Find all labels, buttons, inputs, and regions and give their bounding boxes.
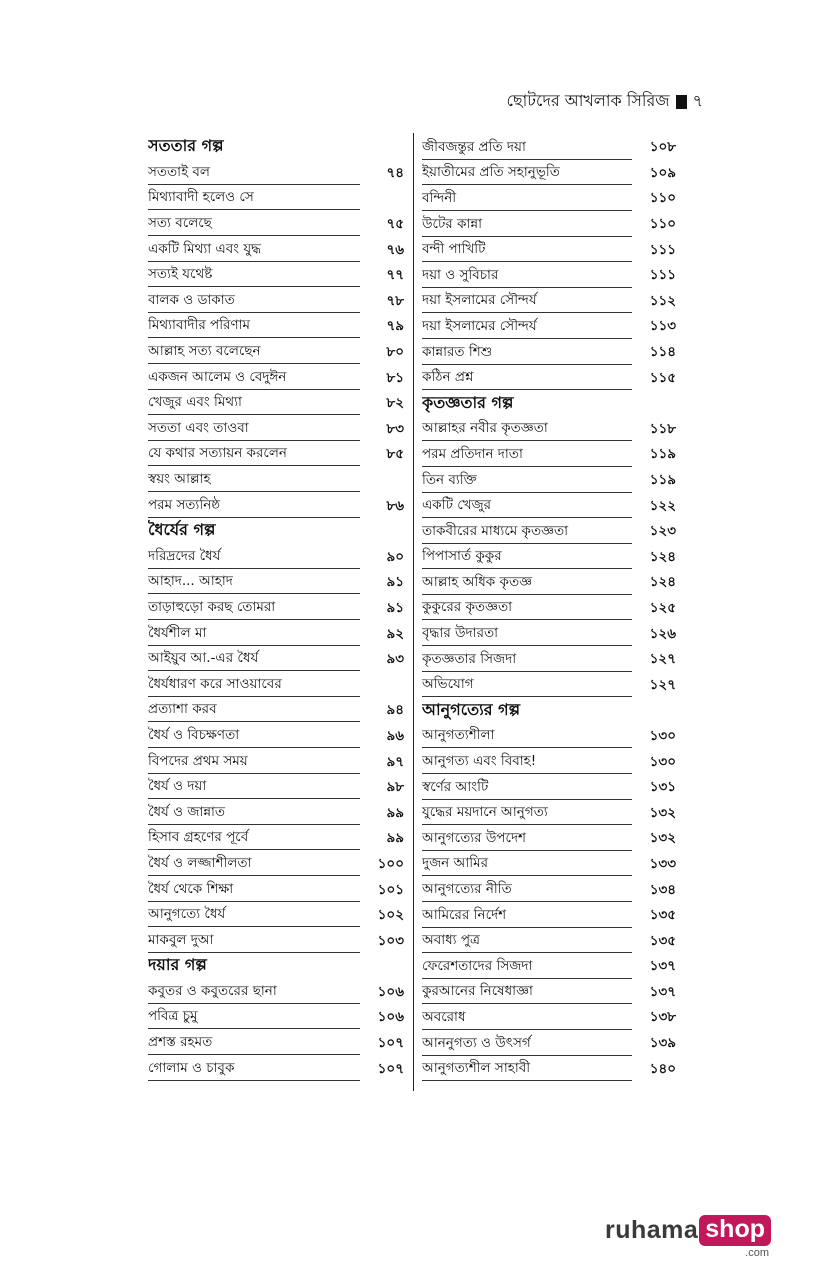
toc-entry [422, 340, 676, 366]
toc-entry-title: মিথ্যাবাদী হলেও সে [148, 186, 360, 211]
toc-entry-title: হিসাব গ্রহণের পূর্বে [148, 826, 360, 851]
toc-entry-title: আহাদ... আহাদ [148, 570, 360, 595]
toc-entry [422, 468, 676, 494]
toc-entry [148, 877, 404, 903]
toc-entry-title: আনুগত্যের উপদেশ [422, 827, 632, 851]
section-heading [148, 519, 404, 545]
toc-entry-page: ১৩২ [649, 804, 676, 821]
logo-suffix: .com [745, 1247, 769, 1259]
toc-entry [148, 826, 404, 852]
toc-entry-title: দয়া ইসলামের সৌন্দর্য [422, 315, 632, 339]
toc-entry [422, 954, 676, 980]
toc-entry [422, 442, 676, 468]
toc-entry-title: যুদ্ধের ময়দানে আনুগত্য [422, 801, 632, 825]
toc-entry-title: আনুগত্য এবং বিবাহ! [422, 750, 632, 774]
toc-entry-title: বন্দী পাখিটি [422, 238, 632, 262]
toc-entry-page: ১২৩ [649, 523, 676, 540]
toc-entry [148, 545, 404, 571]
toc-entry [148, 263, 404, 289]
toc-entry-page: ১০৮ [649, 139, 676, 156]
toc-entry-title: গোলাম ও চাবুক [148, 1057, 360, 1082]
toc-entry-title: ফেরেশতাদের সিজদা [422, 955, 632, 979]
toc-entry-page: ১১০ [649, 216, 676, 233]
toc-left-column [148, 135, 404, 1095]
toc-entry-page: ১২৪ [649, 574, 676, 591]
toc-entry-page: ১১৮ [649, 420, 676, 437]
section-heading [148, 954, 404, 980]
ruhamashop-logo [605, 1215, 771, 1246]
toc-entry-title: বিপদের প্রথম সময় [148, 750, 360, 775]
logo-text-ruhama: ruhama [604, 1216, 699, 1244]
toc-entry-page: ৮৫ [386, 446, 404, 463]
toc-entry [422, 980, 676, 1006]
toc-entry [148, 237, 404, 263]
toc-entry [148, 928, 404, 954]
toc-entry-page: ৯৬ [386, 727, 404, 744]
toc-entry [422, 161, 676, 187]
toc-entry-page: ১২৪ [649, 548, 676, 565]
toc-entry-title: একটি খেজুর [422, 494, 632, 518]
toc-entry-title: আইয়ুব আ.-এর ধৈর্য [148, 647, 360, 672]
toc-entry-title: পরম সত্যনিষ্ঠ [148, 494, 360, 519]
toc-entry-page: ১৪০ [649, 1060, 676, 1077]
toc-entry-title: প্রত্যাশা করব [148, 698, 360, 723]
section-heading-title: কৃতজ্ঞতার গল্প [422, 392, 514, 412]
toc-entry [148, 340, 404, 366]
toc-entry [148, 698, 404, 724]
toc-entry-title: ধৈর্য ও জান্নাত [148, 801, 360, 826]
toc-entry [422, 365, 676, 391]
toc-entry-page: ১০১ [377, 881, 404, 898]
toc-entry-page: ১০৬ [377, 983, 404, 1000]
toc-entry [148, 186, 404, 212]
toc-entry-title: একজন আলেম ও বেদুঈন [148, 366, 360, 391]
toc-entry-title: সত্য বলেছে [148, 212, 360, 237]
toc-entry-page: ৮২ [386, 395, 404, 412]
toc-entry [422, 928, 676, 954]
toc-entry-title: আনুগত্যশীলা [422, 724, 632, 748]
toc-entry-page: ১৩৩ [649, 855, 676, 872]
toc-entry-title: সততাই বল [148, 161, 360, 186]
toc-entry-page: ৯১ [386, 574, 404, 591]
toc-entry-title: তিন ব্যক্তি [422, 469, 632, 493]
toc-entry-page: ১৩২ [649, 830, 676, 847]
section-heading-title: দয়ার গল্প [148, 955, 207, 975]
toc-entry-page: ৭৬ [386, 241, 404, 258]
toc-entry-title: আনুগত্যশীল সাহাবী [422, 1057, 632, 1081]
toc-entry-page: ৭৫ [386, 216, 404, 233]
toc-entry [148, 1056, 404, 1082]
toc-entry-page: ৯৯ [386, 830, 404, 847]
toc-entry-page: ১৩৪ [649, 881, 676, 898]
toc-entry-title: ধৈর্য ও লজ্জাশীলতা [148, 852, 360, 877]
column-divider [413, 133, 414, 1091]
square-bullet-icon [676, 95, 687, 109]
toc-entry [148, 621, 404, 647]
toc-entry-title: বৃদ্ধার উদারতা [422, 622, 632, 646]
toc-entry-title: তাকবীরের মাধ্যমে কৃতজ্ঞতা [422, 520, 632, 544]
toc-entry-title: দয়া ইসলামের সৌন্দর্য [422, 289, 632, 313]
toc-entry-title: ইয়াতীমের প্রতি সহানুভূতি [422, 161, 632, 185]
toc-entry [422, 289, 676, 315]
logo-text-shop: shop [699, 1215, 771, 1246]
toc-entry-title: পরম প্রতিদান দাতা [422, 443, 632, 467]
toc-entry-page: ৯০ [386, 548, 404, 565]
toc-entry [148, 161, 404, 187]
toc-entry-title: আমিরের নির্দেশ [422, 904, 632, 928]
toc-entry-page: ১০৭ [377, 1060, 404, 1077]
toc-entry-page: ১৩৫ [649, 907, 676, 924]
toc-entry-title: যে কথার সত্যায়ন করলেন [148, 442, 360, 467]
toc-entry-title: বন্দিনী [422, 187, 632, 211]
toc-entry-title: দয়া ও সুবিচার [422, 264, 632, 288]
toc-entry-title: পিপাসার্ত কুকুর [422, 545, 632, 569]
toc-entry [422, 647, 676, 673]
section-heading [422, 698, 676, 724]
toc-entry-page: ১৩১ [649, 779, 676, 796]
toc-entry [148, 903, 404, 929]
toc-entry-page: ৮৬ [386, 497, 404, 514]
toc-entry [422, 135, 676, 161]
section-heading-title: সততার গল্প [148, 136, 224, 156]
toc-entry-title: তাড়াহুড়ো করছ তোমরা [148, 596, 360, 621]
toc-entry-page: ১৩৭ [649, 958, 676, 975]
toc-entry [148, 724, 404, 750]
toc-entry-title: উটের কান্না [422, 213, 632, 237]
toc-entry [422, 1031, 676, 1057]
toc-entry-page: ৮০ [386, 344, 404, 361]
toc-entry [422, 877, 676, 903]
toc-entry-title: আল্লাহর নবীর কৃতজ্ঞতা [422, 417, 632, 441]
toc-entry-title: ধৈর্য থেকে শিক্ষা [148, 878, 360, 903]
toc-entry [148, 596, 404, 622]
toc-entry [422, 1056, 676, 1082]
toc-entry [422, 519, 676, 545]
toc-entry-page: ৭৭ [386, 267, 404, 284]
page-number: ৭ [692, 91, 703, 110]
toc-entry-title: বালক ও ডাকাত [148, 289, 360, 314]
toc-entry [422, 212, 676, 238]
toc-entry-title: দুজন আমির [422, 852, 632, 876]
toc-entry [148, 852, 404, 878]
toc-entry-title: সততা এবং তাওবা [148, 417, 360, 442]
toc-entry-title: দরিদ্রদের ধৈর্য [148, 545, 360, 570]
toc-entry-page: ১৩৭ [649, 983, 676, 1000]
toc-entry [422, 314, 676, 340]
toc-entry-title: প্রশস্ত রহমত [148, 1031, 360, 1056]
toc-entry-page: ১৩৫ [649, 932, 676, 949]
toc-entry [148, 417, 404, 443]
toc-right-column [422, 135, 676, 1095]
toc-entry [422, 1005, 676, 1031]
toc-entry-page: ৯৩ [386, 651, 404, 668]
toc-entry-page: ৯৯ [386, 804, 404, 821]
toc-entry-title: ধৈর্য ও দয়া [148, 775, 360, 800]
toc-entry-title: স্বয়ং আল্লাহ [148, 468, 360, 493]
toc-entry [422, 672, 676, 698]
toc-entry [422, 237, 676, 263]
toc-entry-page: ৯২ [386, 625, 404, 642]
toc-entry-page: ৯৮ [386, 779, 404, 796]
toc-entry [148, 1005, 404, 1031]
toc-entry [148, 289, 404, 315]
toc-entry-title: কুকুরের কৃতজ্ঞতা [422, 596, 632, 620]
toc-entry-page: ৮১ [386, 369, 404, 386]
toc-entry-page: ৭৪ [386, 164, 404, 181]
toc-entry-title: কৃতজ্ঞতার সিজদা [422, 648, 632, 672]
toc-entry [422, 621, 676, 647]
toc-entry-page: ১১১ [649, 267, 676, 284]
toc-entry-title: কবুতর ও কবুতরের ছানা [148, 980, 360, 1005]
toc-entry [148, 980, 404, 1006]
toc-entry-page: ৯১ [386, 599, 404, 616]
toc-entry-title: জীবজন্তুর প্রতি দয়া [422, 136, 632, 160]
toc-entry-title: আনুগত্যে ধৈর্য [148, 903, 360, 928]
toc-entry [148, 391, 404, 417]
toc-entry-title: আননুগত্য ও উৎসর্গ [422, 1032, 632, 1056]
toc-entry [148, 570, 404, 596]
toc-entry [148, 493, 404, 519]
toc-entry [148, 212, 404, 238]
toc-entry-page: ১২২ [649, 497, 676, 514]
toc-entry-page: ১১৫ [649, 369, 676, 386]
toc-entry [422, 826, 676, 852]
toc-entry [148, 775, 404, 801]
toc-entry-page: ১১৯ [649, 446, 676, 463]
toc-entry [148, 468, 404, 494]
toc-entry [148, 800, 404, 826]
toc-entry-page: ১০৭ [377, 1035, 404, 1052]
toc-entry [422, 570, 676, 596]
toc-entry-title: অবাধ্য পুত্র [422, 929, 632, 953]
toc-entry-page: ১৩৯ [649, 1035, 676, 1052]
toc-entry-page: ৭৯ [386, 318, 404, 335]
toc-entry [148, 672, 404, 698]
toc-entry [422, 775, 676, 801]
toc-entry-page: ১০৩ [377, 932, 404, 949]
toc-entry-title: আল্লাহ অধিক কৃতজ্ঞ [422, 571, 632, 595]
toc-entry-page: ১০৬ [377, 1009, 404, 1026]
toc-entry-page: ১০০ [377, 855, 404, 872]
toc-entry [422, 596, 676, 622]
toc-entry [148, 314, 404, 340]
header-title: ছোটদের আখলাক সিরিজ [506, 91, 670, 110]
toc-entry [422, 545, 676, 571]
toc-entry-page: ১১৯ [649, 472, 676, 489]
toc-entry-title: পবিত্র চুমু [148, 1005, 360, 1030]
toc-entry [148, 647, 404, 673]
toc-entry [422, 724, 676, 750]
toc-entry-title: অবরোধ [422, 1006, 632, 1030]
toc-entry-page: ১১১ [649, 241, 676, 258]
toc-entry [422, 852, 676, 878]
toc-entry [422, 493, 676, 519]
toc-entry-page: ১২৫ [649, 599, 676, 616]
toc-entry-title: কঠিন প্রশ্ন [422, 366, 632, 390]
toc-entry [148, 365, 404, 391]
section-heading [148, 135, 404, 161]
toc-entry-page: ৯৭ [386, 753, 404, 770]
toc-list-right [422, 135, 676, 1082]
toc-entry-page: ৮৩ [386, 420, 404, 437]
toc-entry-title: সত্যই যথেষ্ট [148, 263, 360, 288]
toc-entry-page: ১১০ [649, 190, 676, 207]
toc-entry-title: অভিযোগ [422, 673, 632, 697]
toc-entry-page: ১০২ [377, 907, 404, 924]
toc-entry-title: একটি মিথ্যা এবং যুদ্ধ [148, 238, 360, 263]
toc-entry-page: ১৩০ [649, 753, 676, 770]
toc-entry [148, 749, 404, 775]
toc-entry-title: ধৈর্য ও বিচক্ষণতা [148, 724, 360, 749]
toc-entry-page: ৭৮ [386, 292, 404, 309]
toc-entry-title: ধৈর্যধারণ করে সাওয়াবের [148, 673, 360, 698]
toc-entry [148, 442, 404, 468]
toc-entry-title: কুরআনের নিষেধাজ্ঞা [422, 980, 632, 1004]
toc-entry-page: ১১৩ [649, 318, 676, 335]
toc-entry-title: আনুগত্যের নীতি [422, 878, 632, 902]
toc-entry-page: ১২৭ [649, 651, 676, 668]
toc-entry-page: ১৩০ [649, 727, 676, 744]
toc-entry [422, 903, 676, 929]
toc-entry-page: ১২৬ [649, 625, 676, 642]
toc-entry-title: খেজুর এবং মিথ্যা [148, 391, 360, 416]
toc-entry-page: ১০৯ [649, 164, 676, 181]
toc-entry-title: মিথ্যাবাদীর পরিণাম [148, 314, 360, 339]
toc-entry [422, 263, 676, 289]
toc-entry [422, 800, 676, 826]
toc-list-left [148, 135, 404, 1082]
toc-entry-page: ১২৭ [649, 676, 676, 693]
section-heading-title: আনুগত্যের গল্প [422, 699, 521, 719]
toc-entry-page: ১১৪ [649, 344, 676, 361]
toc-entry [148, 1031, 404, 1057]
toc-entry-page: ১৩৮ [649, 1009, 676, 1026]
running-header [506, 88, 703, 115]
toc-entry-title: আল্লাহ সত্য বলেছেন [148, 340, 360, 365]
section-heading [422, 391, 676, 417]
toc-entry [422, 417, 676, 443]
toc-entry-title: মাকবুল দুআ [148, 929, 360, 954]
section-heading-title: ধৈর্যের গল্প [148, 520, 216, 540]
toc-entry-title: কান্নারত শিশু [422, 341, 632, 365]
toc-entry [422, 186, 676, 212]
toc-entry-title: ধৈর্যশীল মা [148, 622, 360, 647]
toc-entry-page: ১১২ [649, 292, 676, 309]
toc-entry [422, 749, 676, 775]
toc-entry-page: ৯৪ [386, 702, 404, 719]
toc-entry-title: স্বর্ণের আংটি [422, 776, 632, 800]
